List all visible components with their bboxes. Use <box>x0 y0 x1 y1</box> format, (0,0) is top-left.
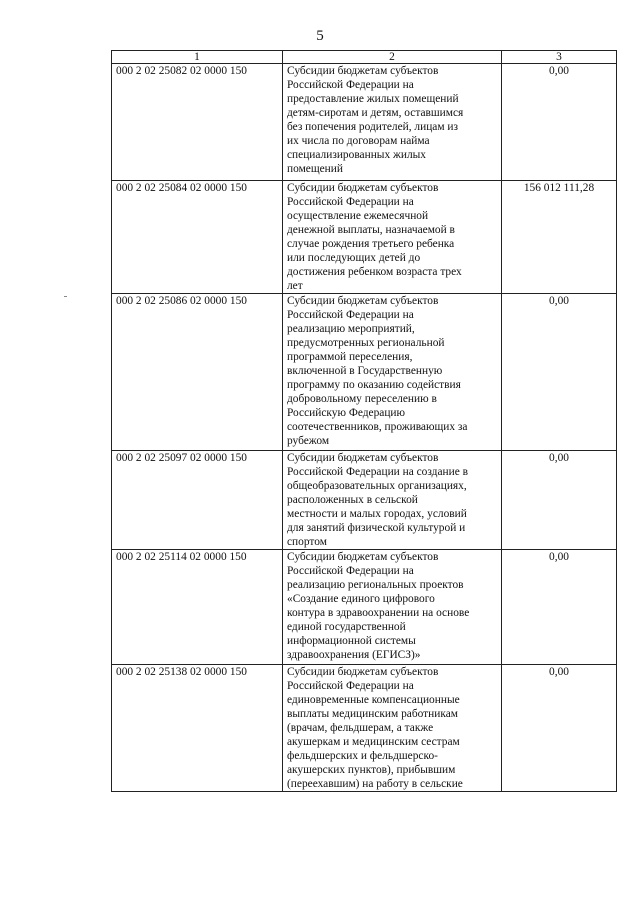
description-line: программой переселения, <box>287 351 413 363</box>
description-line: здравоохранения (ЕГИСЗ)» <box>287 649 421 661</box>
table-row <box>112 64 617 181</box>
revenue-description <box>283 550 502 665</box>
description-line: детям-сиротам и детям, оставшимся <box>287 107 464 119</box>
page-number: 5 <box>316 28 324 44</box>
description-line: Субсидии бюджетам субъектов <box>287 295 439 307</box>
description-line: (переехавшим) на работу в сельские <box>287 778 463 790</box>
table-row <box>112 550 617 665</box>
amount: 0,00 <box>502 665 617 792</box>
description-line: Субсидии бюджетам субъектов <box>287 65 439 77</box>
budget-classification-code: 000 2 02 25082 02 0000 150 <box>112 64 283 181</box>
description-line: Субсидии бюджетам субъектов <box>287 182 439 194</box>
column-number-3: 3 <box>502 51 617 64</box>
description-line: контура в здравоохранении на основе <box>287 607 470 619</box>
description-line: информационной системы <box>287 635 416 647</box>
description-line: включенной в Государственную <box>287 365 443 377</box>
description-line: их числа по договорам найма <box>287 135 430 147</box>
description-line: лет <box>287 280 303 292</box>
description-line: программу по оказанию содействия <box>287 379 461 391</box>
description-line: достижения ребенком возраста трех <box>287 266 462 278</box>
description-line: Субсидии бюджетам субъектов <box>287 666 439 678</box>
description-line: добровольному переселению в <box>287 393 437 405</box>
description-line: Российской Федерации на <box>287 79 414 91</box>
amount: 0,00 <box>502 451 617 550</box>
amount: 0,00 <box>502 294 617 451</box>
description-line: предоставление жилых помещений <box>287 93 459 105</box>
amount: 0,00 <box>502 550 617 665</box>
description-line: Российской Федерации на <box>287 680 414 692</box>
description-line: «Создание единого цифрового <box>287 593 435 605</box>
description-line: предусмотренных региональной <box>287 337 445 349</box>
description-line: специализированных жилых <box>287 149 426 161</box>
description-line: акушеркам и медицинским сестрам <box>287 736 460 748</box>
description-line: общеобразовательных организациях, <box>287 480 467 492</box>
description-line: Российской Федерации на <box>287 565 414 577</box>
description-line: Российской Федерации на создание в <box>287 466 468 478</box>
description-line: местности и малых городах, условий <box>287 508 467 520</box>
description-line: рубежом <box>287 435 330 447</box>
table-row <box>112 181 617 294</box>
description-line: (врачам, фельдшерам, а также <box>287 722 434 734</box>
budget-classification-code: 000 2 02 25097 02 0000 150 <box>112 451 283 550</box>
revenue-description <box>283 665 502 792</box>
description-line: Российской Федерации на <box>287 196 414 208</box>
description-line: единовременные компенсационные <box>287 694 460 706</box>
description-line: без попечения родителей, лицам из <box>287 121 459 133</box>
budget-revenue-table <box>111 50 617 792</box>
description-line: реализацию региональных проектов <box>287 579 464 591</box>
table-row <box>112 294 617 451</box>
amount: 0,00 <box>502 64 617 181</box>
description-line: или последующих детей до <box>287 252 421 264</box>
amount: 156 012 111,28 <box>502 181 617 294</box>
table-body <box>112 64 617 792</box>
description-line: Российскую Федерацию <box>287 407 406 419</box>
description-line: выплаты медицинским работникам <box>287 708 458 720</box>
column-number-row <box>112 51 617 64</box>
revenue-description <box>283 294 502 451</box>
description-line: случае рождения третьего ребенка <box>287 238 455 250</box>
description-line: осуществление ежемесячной <box>287 210 429 222</box>
description-line: для занятий физической культурой и <box>287 522 466 534</box>
description-line: помещений <box>287 163 343 175</box>
column-number-1: 1 <box>112 51 283 64</box>
description-line: фельдшерских и фельдшерско- <box>287 750 438 762</box>
description-line: расположенных в сельской <box>287 494 418 506</box>
description-line: Российской Федерации на <box>287 309 414 321</box>
budget-classification-code: 000 2 02 25138 02 0000 150 <box>112 665 283 792</box>
description-line: акушерских пунктов), прибывшим <box>287 764 456 776</box>
description-line: Субсидии бюджетам субъектов <box>287 551 439 563</box>
budget-classification-code: 000 2 02 25114 02 0000 150 <box>112 550 283 665</box>
revenue-description <box>283 451 502 550</box>
description-line: Субсидии бюджетам субъектов <box>287 452 439 464</box>
description-line: единой государственной <box>287 621 406 633</box>
budget-classification-code: 000 2 02 25084 02 0000 150 <box>112 181 283 294</box>
description-line: реализацию мероприятий, <box>287 323 415 335</box>
description-line: соотечественников, проживающих за <box>287 421 468 433</box>
margin-mark <box>64 296 67 297</box>
description-line: денежной выплаты, назначаемой в <box>287 224 455 236</box>
description-line: спортом <box>287 536 327 548</box>
table-row <box>112 451 617 550</box>
budget-classification-code: 000 2 02 25086 02 0000 150 <box>112 294 283 451</box>
revenue-description <box>283 64 502 181</box>
revenue-description <box>283 181 502 294</box>
table-row <box>112 665 617 792</box>
column-number-2: 2 <box>283 51 502 64</box>
